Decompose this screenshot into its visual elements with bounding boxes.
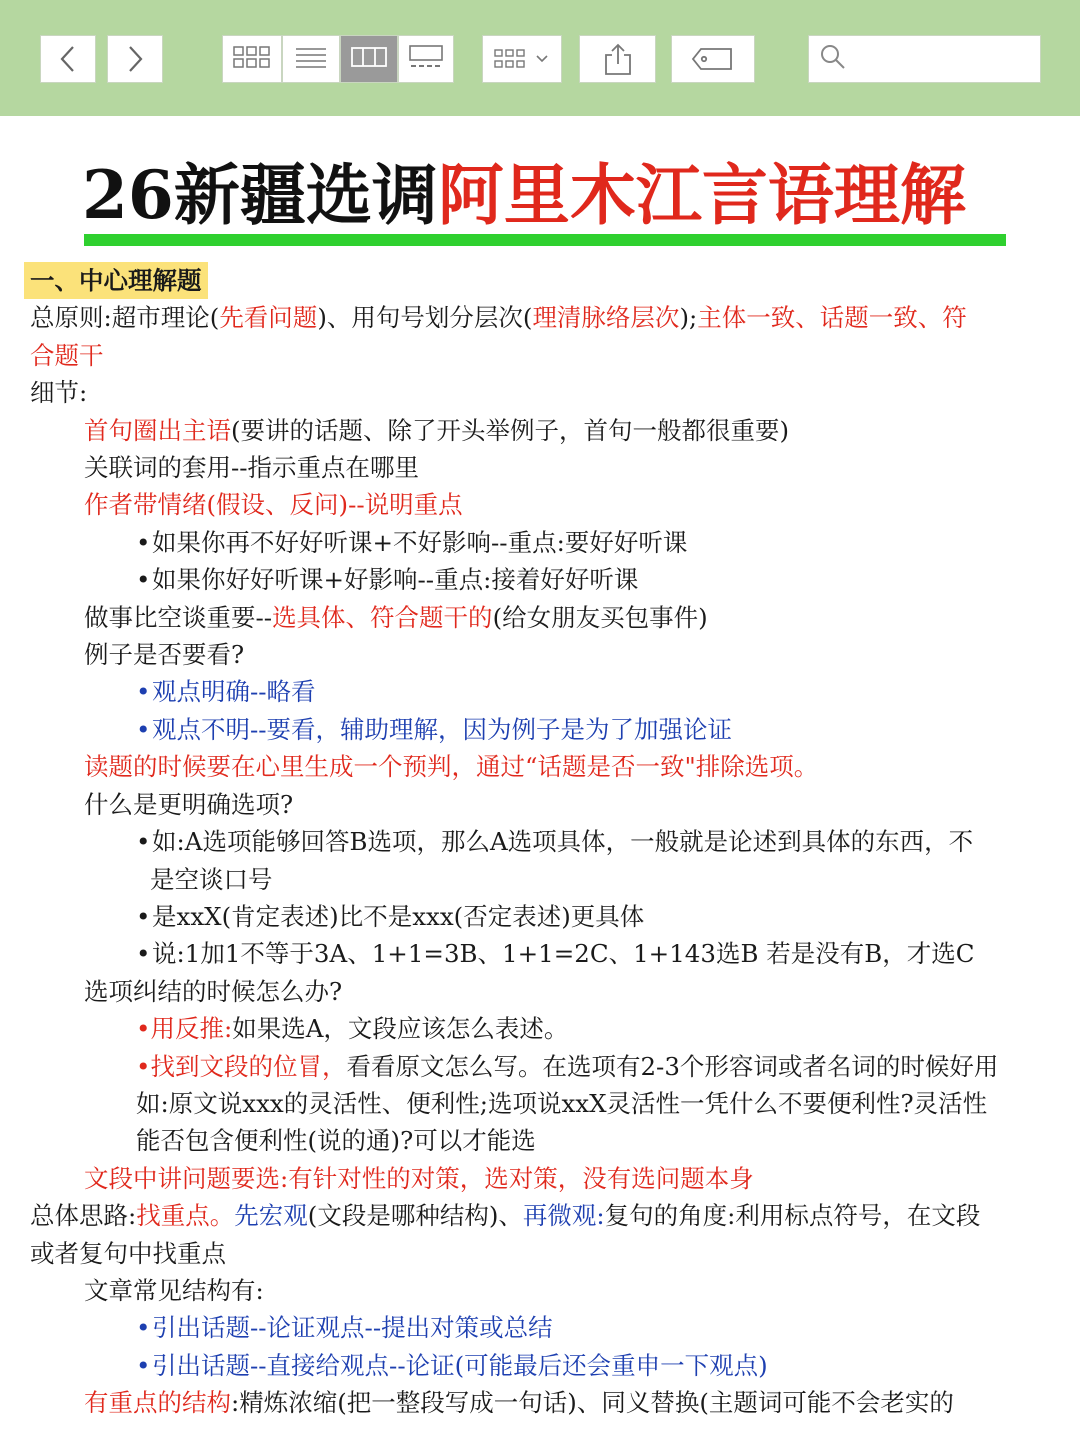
text-line: 有重点的结构:精炼浓缩(把一整段写成一句话)、同义替换(主题词可能不会老实的 — [84, 1388, 954, 1418]
grid-view-button[interactable] — [222, 35, 282, 83]
title-underline — [84, 234, 1006, 246]
title-black: 26新疆选调 — [82, 156, 438, 234]
chevron-right-icon — [125, 44, 145, 74]
text-line: 总体思路:找重点。先宏观(文段是哪种结构)、再微观:复句的角度:利用标点符号，在文段 — [30, 1201, 981, 1231]
document-body — [0, 262, 1080, 1422]
text-line: 能否包含便利性(说的通)?可以才能选 — [136, 1126, 536, 1156]
column-view-button[interactable] — [340, 35, 398, 83]
text-line: 做事比空谈重要--选具体、符合题干的(给女朋友买包事件) — [84, 602, 708, 632]
text-line: 是空谈口号 — [150, 864, 273, 894]
gallery-view-button[interactable] — [398, 35, 454, 83]
text-line: 文章常见结构有: — [84, 1275, 264, 1305]
text-line: 读题的时候要在心里生成一个预判，通过“话题是否一致"排除选项。 — [84, 752, 819, 782]
text-line: 例子是否要看? — [84, 640, 245, 670]
list-item: •用反推:如果选A，文段应该怎么表述。 — [136, 1014, 569, 1044]
text-line: 首句圈出主语(要讲的话题、除了开头举例子，首句一般都很重要) — [84, 415, 790, 445]
list-item: • 是xxX(肯定表述)比不是xxx(否定表述)更具体 — [0, 898, 1080, 935]
view-switcher — [222, 35, 454, 83]
text-line: 如:原文说xxx的灵活性、便利性;选项说xxX灵活性一凭什么不要便利性?灵活性 — [136, 1088, 988, 1118]
list-item: • 观点不明--要看，辅助理解，因为例子是为了加强论证 — [0, 711, 1080, 748]
text-line: 总原则:超市理论(先看问题)、用句号划分层次(理清脉络层次);主体一致、话题一致、符 — [30, 303, 967, 333]
text-line: 合题干 — [30, 340, 104, 370]
search-icon — [819, 43, 847, 75]
text-line: 什么是更明确选项? — [84, 789, 294, 819]
page-title — [82, 150, 1022, 240]
search-input[interactable] — [847, 38, 1076, 80]
column-view-icon — [350, 45, 388, 73]
text-line: 或者复句中找重点 — [30, 1238, 226, 1268]
back-button[interactable] — [40, 35, 96, 83]
grid-view-icon — [232, 45, 272, 73]
tag-button[interactable] — [671, 35, 755, 83]
list-item: •找到文段的位冒，看看原文怎么写。在选项有2-3个形容词或者名词的时候好用 — [136, 1051, 999, 1081]
list-item: • 如:A选项能够回答B选项，那么A选项具体，一般就是论述到具体的东西，不 — [0, 823, 1080, 860]
share-button[interactable] — [579, 35, 656, 83]
gallery-view-icon — [407, 44, 445, 74]
text-line: 选项纠结的时候怎么办? — [84, 976, 343, 1006]
list-item: • 如果你好好听课+好影响--重点:接着好好听课 — [0, 561, 1080, 598]
tag-icon — [691, 46, 735, 72]
list-item: • 观点明确--略看 — [0, 673, 1080, 710]
list-item: • 引出话题--论证观点--提出对策或总结 — [0, 1309, 1080, 1346]
forward-button[interactable] — [107, 35, 163, 83]
search-field[interactable] — [808, 35, 1041, 83]
list-item: • 说:1加1不等于3A、1+1=3B、1+1=2C、1+143选B 若是没有B，才选C — [0, 935, 1080, 972]
group-by-button[interactable] — [482, 35, 562, 83]
toolbar — [0, 0, 1080, 116]
text-line: 文段中讲问题要选:有针对性的对策，选对策，没有选问题本身 — [84, 1163, 754, 1193]
text-line: 细节: — [30, 378, 88, 408]
list-item: • 引出话题--直接给观点--论证(可能最后还会重申一下观点) — [0, 1347, 1080, 1384]
list-view-button[interactable] — [282, 35, 340, 83]
list-item: • 如果你再不好好听课+不好影响--重点:要好好听课 — [0, 524, 1080, 561]
section-heading: 一、中心理解题 — [0, 262, 1080, 299]
list-view-icon — [294, 45, 328, 73]
group-by-icon — [492, 47, 552, 71]
text-line: 作者带情绪(假设、反问)--说明重点 — [84, 490, 463, 520]
title-red: 阿里木江言语理解 — [437, 156, 966, 234]
chevron-left-icon — [58, 44, 78, 74]
text-line: 关联词的套用--指示重点在哪里 — [84, 453, 420, 483]
share-icon — [603, 42, 633, 76]
